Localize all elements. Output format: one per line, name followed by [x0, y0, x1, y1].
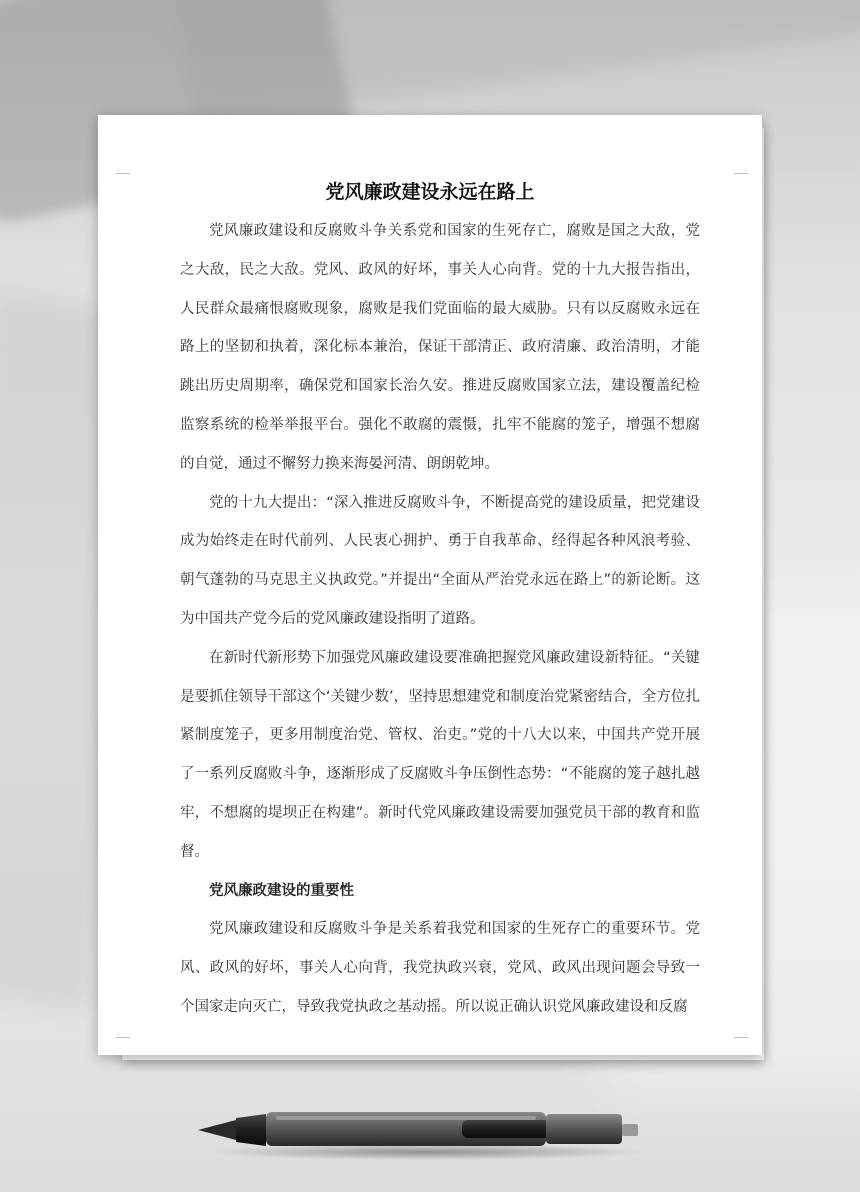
- paragraph: 党风廉政建设和反腐败斗争是关系着我党和国家的生死存亡的重要环节。党风、政风的好坏，事关人心向背，我党执政兴衰，党风、政风出现问题会导致一个国家走向灭亡，导致我党执政之基动摇。所以说正确认识党风廉政建设和反腐: [180, 921, 700, 1015]
- paragraph: 党风廉政建设和反腐败斗争关系党和国家的生死存亡，腐败是国之大敌，党之大敌，民之大敌。党风、政风的好坏，事关人心向背。党的十九大报告指出，人民群众最痛恨腐败现象，腐败是我们党面临的最大威胁。只有以反腐败永远在路上的坚韧和执着，深化标本兼治，保证干部清正、政府清廉、政治清明，才能跳出历史周期率，确保党和国家长治久安。推进反腐败国家立法，建设覆盖纪检监察系统的检举举报平台。强化不敢腐的震慑，扎牢不能腐的笼子，增强不想腐的自觉，通过不懈努力换来海晏河清、朗朗乾坤。: [180, 223, 700, 472]
- crop-mark: [734, 1037, 748, 1038]
- crop-mark: [116, 173, 130, 174]
- crop-mark: [116, 1037, 130, 1038]
- paragraph: 党的十九大提出：“深入推进反腐败斗争，不断提高党的建设质量，把党建设成为始终走在时代前列、人民衷心拥护、勇于自我革命、经得起各种风浪考验、朝气蓬勃的马克思主义执政党。”并提出“全面从严治党永远在路上”的新论断。这为中国共产党今后的党风廉政建设指明了道路。: [180, 494, 700, 627]
- crop-mark: [734, 173, 748, 174]
- paragraph: 在新时代新形势下加强党风廉政建设要准确把握党风廉政建设新特征。“关键是要抓住领导干部这个‘关键少数’，坚持思想建党和制度治党紧密结合，全方位扎紧制度笼子，更多用制度治党、管权、治吏。”党的十八大以来，中国共产党开展了一系列反腐败斗争，逐渐形成了反腐败斗争压倒性态势：“不能腐的笼子越扎越牢，不想腐的堤坝正在构建”。新时代党风廉政建设需要加强党员干部的教育和监督。: [180, 649, 700, 860]
- document-body: [180, 212, 700, 1027]
- document-title: 党风廉政建设永远在路上: [325, 181, 535, 203]
- document-page: [98, 115, 762, 1055]
- section-heading: 党风廉政建设的重要性: [209, 882, 354, 899]
- pen-icon: [196, 1100, 656, 1160]
